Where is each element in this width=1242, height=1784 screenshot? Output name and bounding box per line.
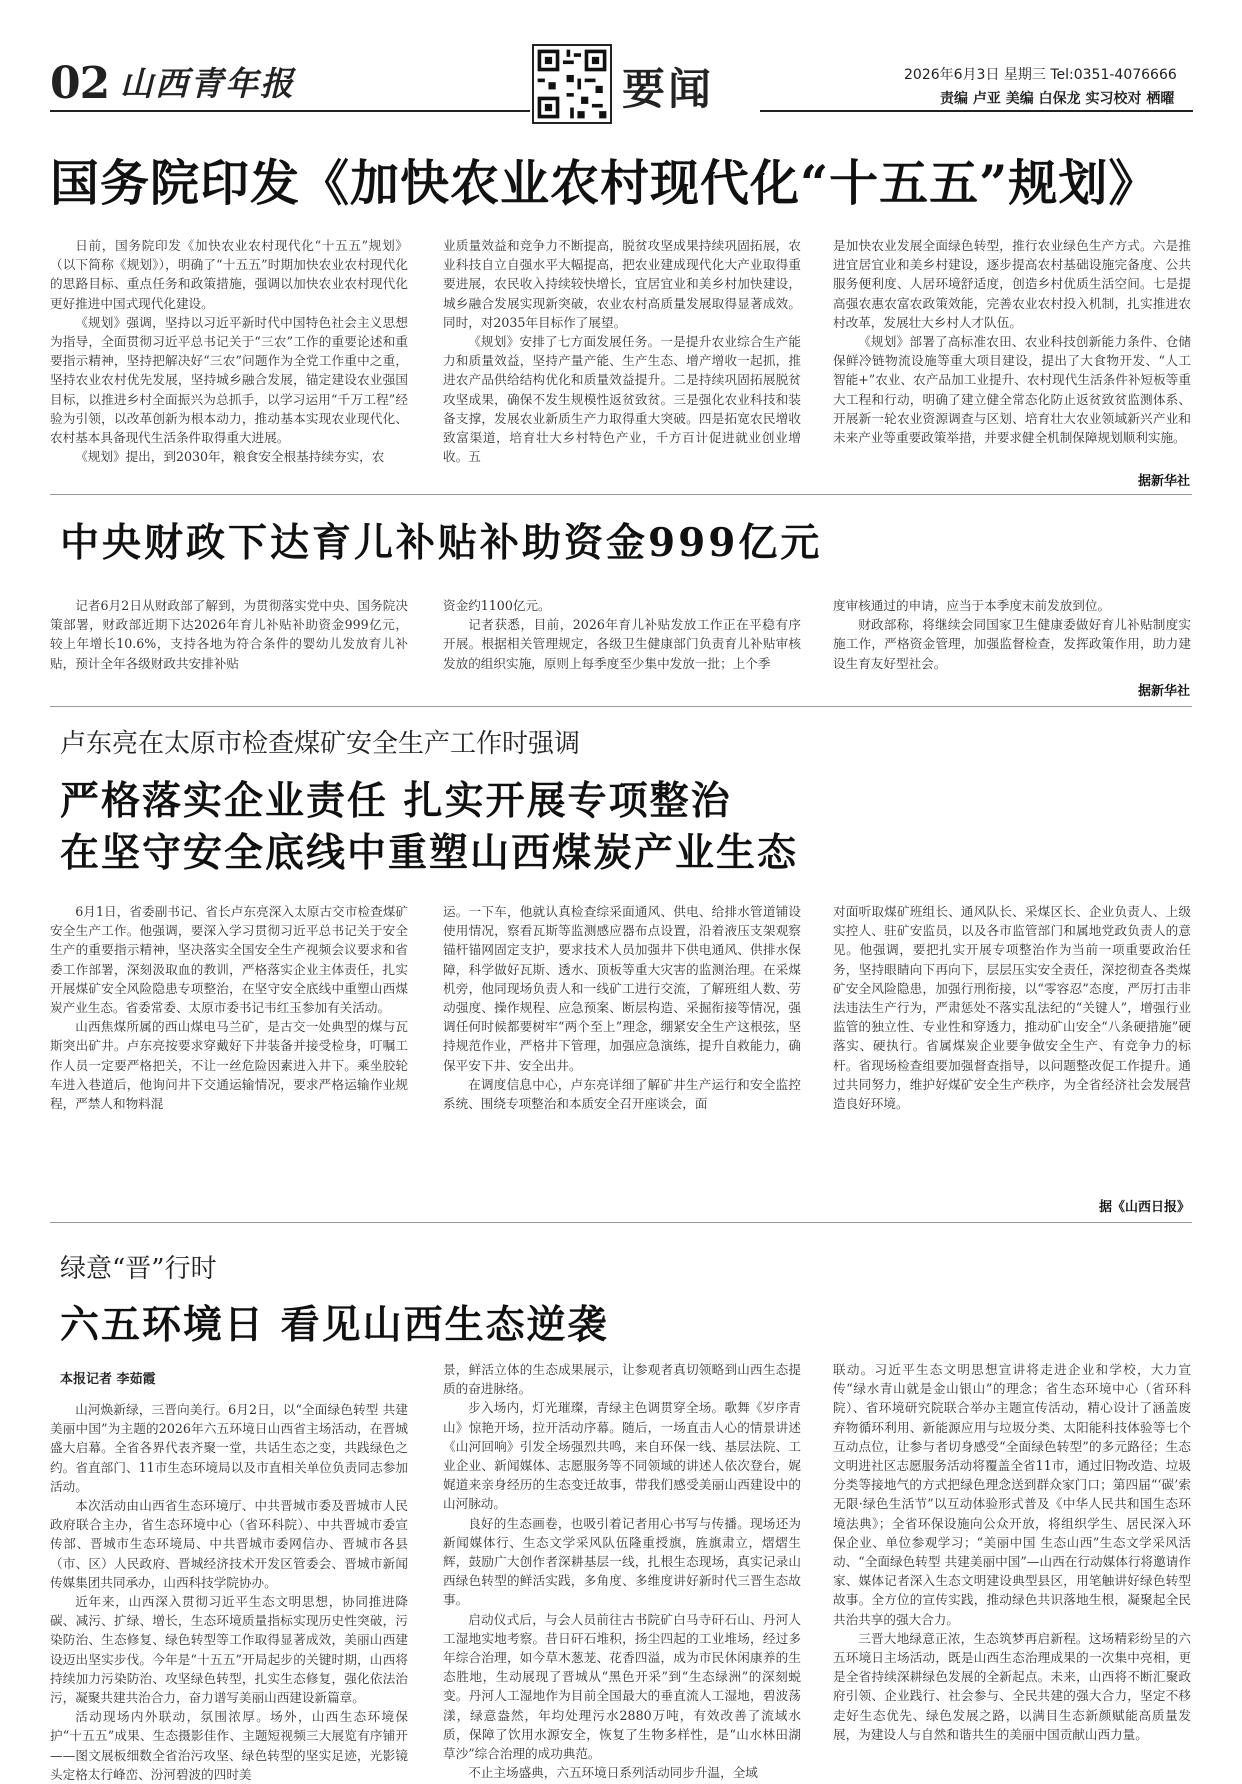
divider (50, 1222, 1192, 1223)
paragraph: 《规划》提出，到2030年，粮食安全根基持续夯实，农 (75, 449, 385, 465)
paragraph: 三晋大地绿意正浓，生态筑梦再启新程。这场精彩纷呈的六五环境日主场活动，既是山西生态治理成果的一次集中亮相，更是全省持续深耕绿色发展的全新起点。未来，山西将不断汇聚政府引领、企业践行、社会参与、全民共建的强大合力，坚定不移走好生态优先、绿色发展之路，以满目生态新颜赋能高质量发展，为建设人与自然和谐共生的美丽中国贡献山西力量。 (833, 1630, 1191, 1742)
paragraph: 良好的生态画卷，也吸引着记者用心书写与传播。现场还为新闻媒体行、生态文学采风队伍隆重授旗，旌旗肃立，熠熠生辉，鼓励广大创作者深耕基层一线，扎根生态现场，真实记录山西绿色转型的鲜活实践，多角度、多维度讲好新时代三晋生态故事。 (443, 1515, 801, 1608)
page-number: 02 (50, 58, 110, 109)
paragraph: 联动。习近平生态文明思想宣讲将走进企业和学校，大力宣传“绿水青山就是金山银山”的理念；省生态环境中心（省环科院）、省环境研究院联合举办主题宣传活动，精心设计了涵盖废弃物循环利用、新能源应用与垃圾分类、太阳能科技体验等七个互动点位，让参与者切身感受“全面绿色转型”的多元路径；生态文明进社区志愿服务活动将覆盖全省11市，通过旧物改造、垃圾分类等接地气的方式把绿色理念送到群众家门口；第四届“‘碳’索无限·绿色生活节”以互动体验形式普及《中华人民共和国生态环境法典》；全省环保设施向公众开放，将组织学生、居民深入环保企业、单位参观学习；“美丽中国 生态山西”生态文学采风活动、“全面绿色转型 共建美丽中国”—山西在行动媒体行将邀请作家、媒体记者深入生态文明建设典型县区，用笔触讲好绿色转型故事。全方位的宣传实践，推动绿色共识落地生根，凝聚起全民共治共享的强大合力。 (833, 1362, 1191, 1627)
paragraph: 《规划》部署了高标准农田、农业科技创新能力条件、仓储保鲜冷链物流设施等重大项目建设，提出了大食物开发、“人工智能+”农业、农产品加工业提升、农村现代生活条件补短板等重大工程和行动，明确了建立健全常态化防止返贫致贫监测体系、开展新一轮农业资源调查与区划、培育壮大农业领域新兴产业和未来产业等重要政策举措，并要求健全机制保障规划顺利实施。 (833, 334, 1191, 446)
article2-column-1 (50, 596, 408, 676)
article2-column-3 (833, 596, 1191, 676)
qr-code-icon (532, 44, 612, 124)
paragraph: 山河焕新绿，三晋向美行。6月2日，以“全面绿色转型 共建美丽中国”为主题的2026年六五环境日山西省主场活动，在晋城盛大启幕。全省各界代表齐聚一堂，共话生态之变，共践绿色之约。省直部门、11市生态环境局以及市直相关单位负责同志参加活动。 (50, 1402, 408, 1494)
article1-column-1 (50, 236, 408, 466)
article3-column-3 (833, 902, 1191, 1194)
article3-kicker: 卢东亮在太原市检查煤矿安全生产工作时强调 (60, 729, 581, 759)
article4-byline: 本报记者 李茹霞 (60, 1372, 156, 1387)
paragraph: 记者6月2日从财政部了解到，为贯彻落实党中央、国务院决策部署，财政部近期下达2026年育儿补贴补助资金999亿元，较上年增长10.6%，支持各地为符合条件的婴幼儿发放育儿补贴，预计全年各级财政共安排补贴 (50, 598, 408, 671)
article1-source: 据新华社 (1137, 474, 1190, 489)
article4-headline: 六五环境日 看见山西生态逆袭 (60, 1302, 609, 1348)
article2-source: 据新华社 (1137, 684, 1190, 699)
divider (50, 494, 1192, 495)
article3-headline-line2: 在坚守安全底线中重塑山西煤炭产业生态 (60, 830, 799, 876)
paragraph: 财政部称，将继续会同国家卫生健康委做好育儿补贴制度实施工作，严格资金管理，加强监督检查，发挥政策作用，助力建设生育友好型社会。 (833, 617, 1191, 671)
dateline: 2026年6月3日 星期三 Tel:0351-4076666 (904, 67, 1177, 83)
paragraph: 资金约1100亿元。 (443, 598, 551, 613)
paragraph: 近年来，山西深入贯彻习近平生态文明思想，协同推进降碳、减污、扩绿、增长，生态环境质量指标实现历史性突破，污染防治、生态修复、绿色转型等工作取得显著成效，美丽山西建设迈出坚实步伐。今年是“十五五”开局起步的关键时期，山西将持续加力污染防治、攻坚绿色转型，扎实生态修复，强化依法治污，凝聚共建共治合力，奋力谱写美丽山西建设新篇章。 (50, 1594, 408, 1706)
article4-column-1 (50, 1400, 408, 1782)
article2-column-2 (443, 596, 801, 676)
paragraph: 业质量效益和竞争力不断提高，脱贫攻坚成果持续巩固拓展，农业科技自立自强水平大幅提高，把农业建成现代化大产业取得重要进展，农民收入持续较快增长，宜居宜业和美乡村加快建设，城乡融合发展实现新突破，农业农村高质量发展取得显著成效。同时，对2035年目标作了展望。 (443, 238, 801, 330)
article3-source: 据《山西日报》 (1098, 1200, 1190, 1215)
paragraph: 《规划》强调，坚持以习近平新时代中国特色社会主义思想为指导，全面贯彻习近平总书记关于“三农”工作的重要论述和重要指示精神，坚持把解决好“三农”问题作为全党工作重中之重，坚持农业农村优先发展，坚持城乡融合发展，锚定建设农业强国目标，以推进乡村全面振兴为总抓手，以学习运用“千万工程”经验为引领，以改革创新为根本动力，推动基本实现农业现代化、农村基本具备现代生活条件取得重大进展。 (50, 314, 408, 446)
article1-column-2 (443, 236, 801, 466)
paragraph: 度审核通过的申请，应当于本季度末前发放到位。 (833, 598, 1111, 613)
article2-headline: 中央财政下达育儿补贴补助资金999亿元 (60, 520, 823, 566)
article4-kicker: 绿意“晋”行时 (60, 1254, 217, 1284)
paragraph: 记者获悉，目前，2026年育儿补贴发放工作正在平稳有序开展。根据相关管理规定，各级卫生健康部门负责育儿补贴审核发放的组织实施，原则上每季度至少集中发放一批；上个季 (443, 617, 801, 671)
newspaper-name: 山西青年报 (120, 64, 295, 103)
article3-column-2 (443, 902, 801, 1194)
editors-credit: 责编 卢亚 美编 白保龙 实习校对 栖曜 (940, 91, 1175, 107)
paragraph: 景，鲜活立体的生态成果展示，让参观者真切领略到山西生态提质的奋进脉络。 (443, 1362, 801, 1397)
paragraph: 日前，国务院印发《加快农业农村现代化“十五五”规划》（以下简称《规划》），明确了“十五五”时期加快农业农村现代化的思路目标、重点任务和政策措施，强调以加快农业农村现代化更好推进中国式现代化建设。 (50, 238, 408, 311)
article4-column-3 (833, 1360, 1191, 1750)
paragraph: 启动仪式后，与会人员前往古书院矿白马寺矸石山、丹河人工湿地实地考察。昔日矸石堆积，扬尘四起的工业堆场，经过多年综合治理，如今草木葱茏、花香四溢，成为市民休闲康养的生态胜地，生动展现了晋城从“黑色开采”到“生态绿洲”的深刻蜕变。丹河人工湿地作为目前全国最大的垂直流人工湿地，碧波荡漾，绿意盎然，年均处理污水2880万吨，有效改善了流域水质，保障了饮用水源安全，恢复了生物多样性，是“山水林田湖草沙”综合治理的成功典范。 (443, 1611, 801, 1762)
article3-column-1 (50, 902, 408, 1194)
divider (50, 706, 1192, 707)
paragraph: 运。一下车，他就认真检查综采面通风、供电、给排水管道铺设使用情况，察看瓦斯等监测感应器布点设置，沿着液压支架观察锚杆锚网固定支护，要求技术人员加强井下供电通风、供排水保障，科学做好瓦斯、透水、顶板等重大灾害的监测治理。在采煤机旁，他同现场负责人和一线矿工进行交流，了解班组人数、劳动强度、操作规程、应急预案、断层构造、采掘衔接等情况，强调任何时候都要树牢“两个至上”理念，绷紧安全生产这根弦，坚持规范作业，严格井下管理，加强应急演练，提升自救能力，确保平安下井、安全出井。 (443, 904, 801, 1073)
paragraph: 本次活动由山西省生态环境厅、中共晋城市委及晋城市人民政府联合主办，省生态环境中心（省环科院）、中共晋城市委宣传部、晋城市生态环境局、中共晋城市委网信办、晋城市各县（市、区）人民政府、晋城经济技术开发区管委会、晋城市新闻传媒集团共同承办，山西科技学院协办。 (50, 1498, 408, 1590)
paragraph: 活动现场内外联动，氛围浓厚。场外，山西生态环境保护“十五五”成果、生态摄影佳作、主题短视频三大展览有序铺开——图文展板细数全省治污攻坚、绿色转型的坚实足迹，光影镜头定格太行峰峦、汾河碧波的四时美 (50, 1709, 408, 1782)
paragraph: 《规划》安排了七方面发展任务。一是提升农业综合生产能力和质量效益，坚持产量产能、生产生态、增产增收一起抓，推进农产品供给结构优化和质量效益提升。二是持续巩固拓展脱贫攻坚成果，确保不发生规模性返贫致贫。三是强化农业科技和装备支撑，发展农业新质生产力取得重大突破。四是拓宽农民增收致富渠道，培育壮大乡村特色产业，千方百计促进就业创业增收。五 (443, 334, 801, 465)
paragraph: 步入场内，灯光璀璨，青绿主色调贯穿全场。歌舞《岁序青山》惊艳开场，拉开活动序幕。随后，一场直击人心的情景讲述《山河回响》引发全场强烈共鸣，来自环保一线、基层法院、工业企业、新闻媒体、志愿服务等不同领域的讲述人依次登台，娓娓道来亲身经历的生态变迁故事，带我们感受美丽山西建设中的山河脉动。 (443, 1400, 801, 1512)
section-name: 要闻 (622, 65, 714, 115)
paragraph: 在调度信息中心，卢东亮详细了解矿井生产运行和安全监控系统、围绕专项整治和本质安全召开座谈会，面 (443, 1076, 801, 1112)
masthead-rule-right (760, 110, 1193, 112)
article3-headline-line1: 严格落实企业责任 扎实开展专项整治 (60, 778, 732, 824)
paragraph: 不止主场盛典，六五环境日系列活动同步升温，全域 (468, 1765, 758, 1781)
article1-headline: 国务院印发《加快农业农村现代化“十五五”规划》 (50, 154, 1159, 212)
article4-column-2 (443, 1360, 801, 1781)
paragraph: 是加快农业发展全面绿色转型，推行农业绿色生产方式。六是推进宜居宜业和美乡村建设，逐步提高农村基础设施完备度、公共服务便利度、人居环境舒适度，创造乡村优质生活空间。七是提高强农惠农富农政策效能，完善农业农村投入机制，扎实推进农村改革，发展壮大乡村人才队伍。 (833, 238, 1191, 330)
paragraph: 对面听取煤矿班组长、通风队长、采煤区长、企业负责人、上级实控人、驻矿安监员，以及各市监管部门和属地党政负责人的意见。他强调，要把扎实开展专项整治作为当前一项重要政治任务，坚持眼睛向下再向下，层层压实安全责任，深挖彻查各类煤矿安全风险隐患，加强行刑衔接，以“零容忍”态度，严厉打击非法违法生产行为，严肃惩处不落实乱法纪的“关键人”，增强行业监管的独立性、专业性和穿透力，推动矿山安全“八条硬措施”硬落实、硬执行。省属煤炭企业要争做安全生产、有竞争力的标杆。省现场检查组要加强督查指导，以问题整改促工作提升。通过共同努力，维护好煤矿安全生产秩序，为全省经济社会发展营造良好环境。 (833, 904, 1191, 1112)
paragraph: 山西焦煤所属的西山煤电马兰矿，是古交一处典型的煤与瓦斯突出矿井。卢东亮按要求穿戴好下井装备并接受检身，叮嘱工作人员一定要严格把关，不让一丝危险因素进入井下。乘坐胶轮车进入巷道后，他询问井下交通运输情况，要求严格运输作业规程，严禁人和物料混 (50, 1019, 408, 1112)
masthead-rule-left (50, 110, 530, 112)
masthead (0, 0, 1242, 125)
article1-column-3 (833, 236, 1191, 466)
paragraph: 6月1日，省委副书记、省长卢东亮深入太原古交市检查煤矿安全生产工作。他强调，要深入学习贯彻习近平总书记关于安全生产的重要指示精神，坚决落实全国安全生产视频会议要求和省委工作部署，深刻汲取血的教训，严格落实企业主体责任，扎实开展煤矿安全风险隐患专项整治，在坚守安全底线中重塑山西煤炭产业生态。省委常委、太原市委书记韦红玉参加有关活动。 (50, 904, 408, 1016)
